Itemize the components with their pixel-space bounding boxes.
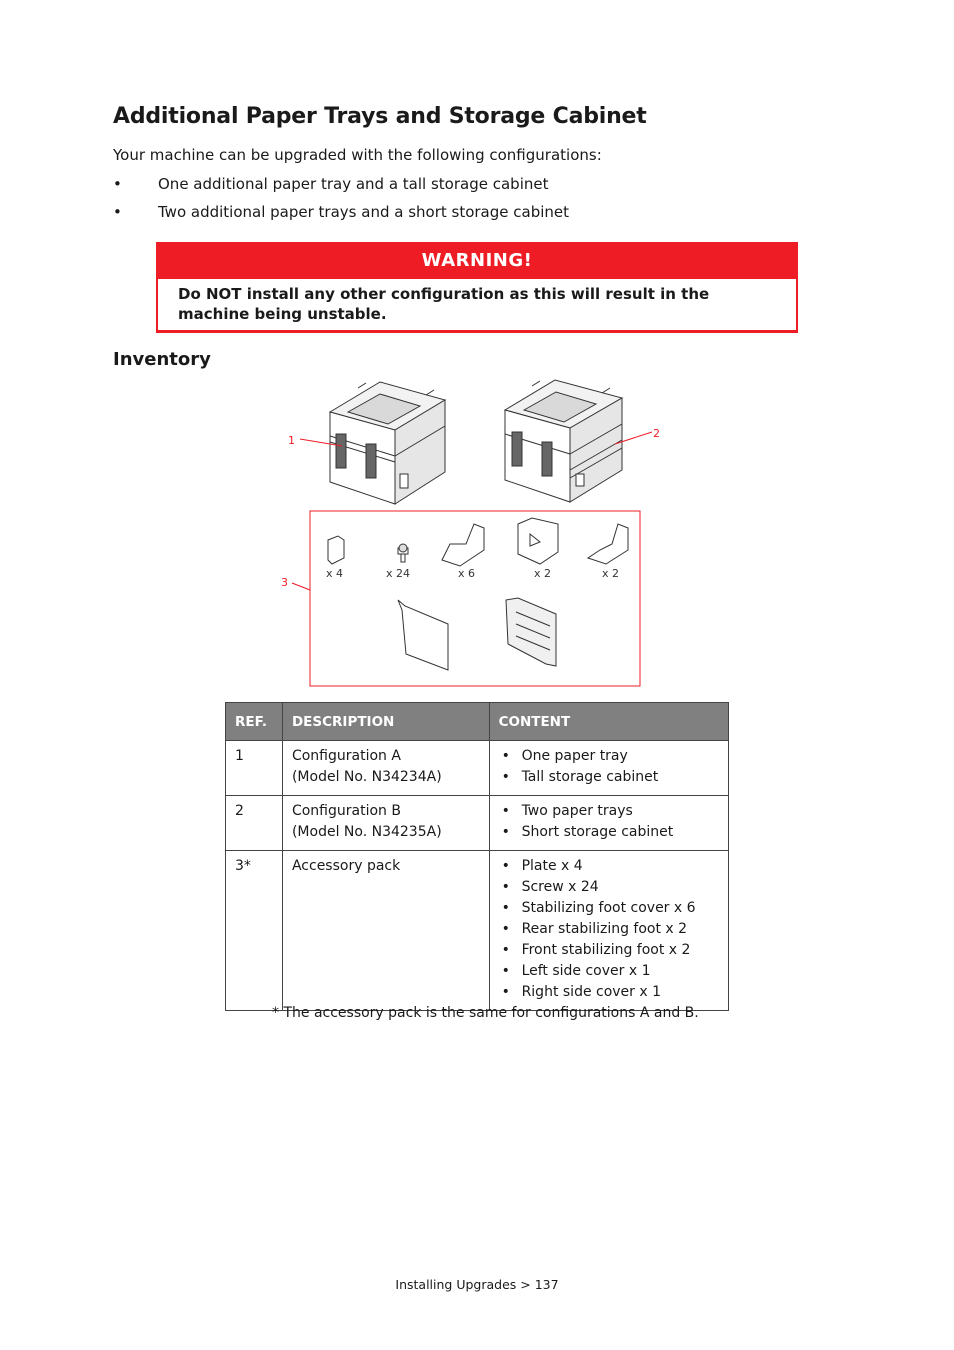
screw-part <box>398 544 408 562</box>
content-item: • Stabilizing foot cover x 6 <box>499 898 719 919</box>
warning-text: Do NOT install any other configuration as this will result in the machine being unstable. <box>178 285 710 323</box>
warning-box <box>156 242 798 333</box>
rear-foot-part <box>518 518 558 564</box>
description-line: Configuration B <box>291 803 401 819</box>
table-row <box>226 796 729 851</box>
description-cell <box>282 741 489 796</box>
content-item: • Right side cover x 1 <box>499 982 719 1003</box>
content-item: • Plate x 4 <box>499 856 719 877</box>
header-content: CONTENT <box>489 703 728 741</box>
ref-cell: 2 <box>226 796 283 851</box>
configuration-a-illustration <box>330 382 445 504</box>
header-description: DESCRIPTION <box>282 703 489 741</box>
ref-cell: 1 <box>226 741 283 796</box>
section-heading: Inventory <box>113 349 211 370</box>
configuration-b-illustration <box>505 380 622 502</box>
ref-cell: 3* <box>226 851 283 1011</box>
description-line: (Model No. N34234A) <box>291 769 442 785</box>
bullet-mark: • <box>113 175 122 193</box>
inventory-table <box>225 702 729 1011</box>
table-footnote: * The accessory pack is the same for configurations A and B. <box>272 1005 699 1021</box>
inventory-illustration <box>270 374 690 692</box>
page-footer: Installing Upgrades > 137 <box>395 1277 559 1292</box>
description-cell <box>282 851 489 1011</box>
warning-heading: WARNING! <box>158 244 796 279</box>
description-line: Accessory pack <box>291 858 401 874</box>
callout-3: 3 <box>281 576 288 589</box>
front-foot-part <box>588 524 628 564</box>
config-text: One additional paper tray and a tall storage cabinet <box>158 175 549 193</box>
right-side-cover-part <box>506 598 556 666</box>
foot-cover-part <box>442 524 484 566</box>
content-item: • Two paper trays <box>499 801 719 822</box>
callout-2: 2 <box>653 427 660 440</box>
plate-part <box>328 536 344 564</box>
description-line: (Model No. N34235A) <box>291 824 442 840</box>
callout-1: 1 <box>288 434 295 447</box>
content-cell <box>489 741 728 796</box>
header-ref: REF. <box>226 703 283 741</box>
config-text: Two additional paper trays and a short storage cabinet <box>158 203 570 221</box>
qty-label: x 6 <box>458 567 476 580</box>
content-cell <box>489 796 728 851</box>
content-item: • Short storage cabinet <box>499 822 719 843</box>
content-item: • One paper tray <box>499 746 719 767</box>
content-item: • Tall storage cabinet <box>499 767 719 788</box>
qty-label: x 4 <box>326 567 344 580</box>
table-header-row <box>226 703 729 741</box>
description-line: Configuration A <box>291 748 401 764</box>
content-item: • Screw x 24 <box>499 877 719 898</box>
bullet-mark: • <box>113 203 122 221</box>
description-cell <box>282 796 489 851</box>
intro-text: Your machine can be upgraded with the following configurations: <box>113 146 602 164</box>
qty-label: x 2 <box>534 567 552 580</box>
qty-label: x 2 <box>602 567 620 580</box>
left-side-cover-part <box>398 600 448 670</box>
content-item: • Front stabilizing foot x 2 <box>499 940 719 961</box>
qty-label: x 24 <box>386 567 411 580</box>
table-row <box>226 741 729 796</box>
content-item: • Left side cover x 1 <box>499 961 719 982</box>
content-cell <box>489 851 728 1011</box>
page-title: Additional Paper Trays and Storage Cabinet <box>113 104 647 129</box>
content-item: • Rear stabilizing foot x 2 <box>499 919 719 940</box>
table-row <box>226 851 729 1011</box>
